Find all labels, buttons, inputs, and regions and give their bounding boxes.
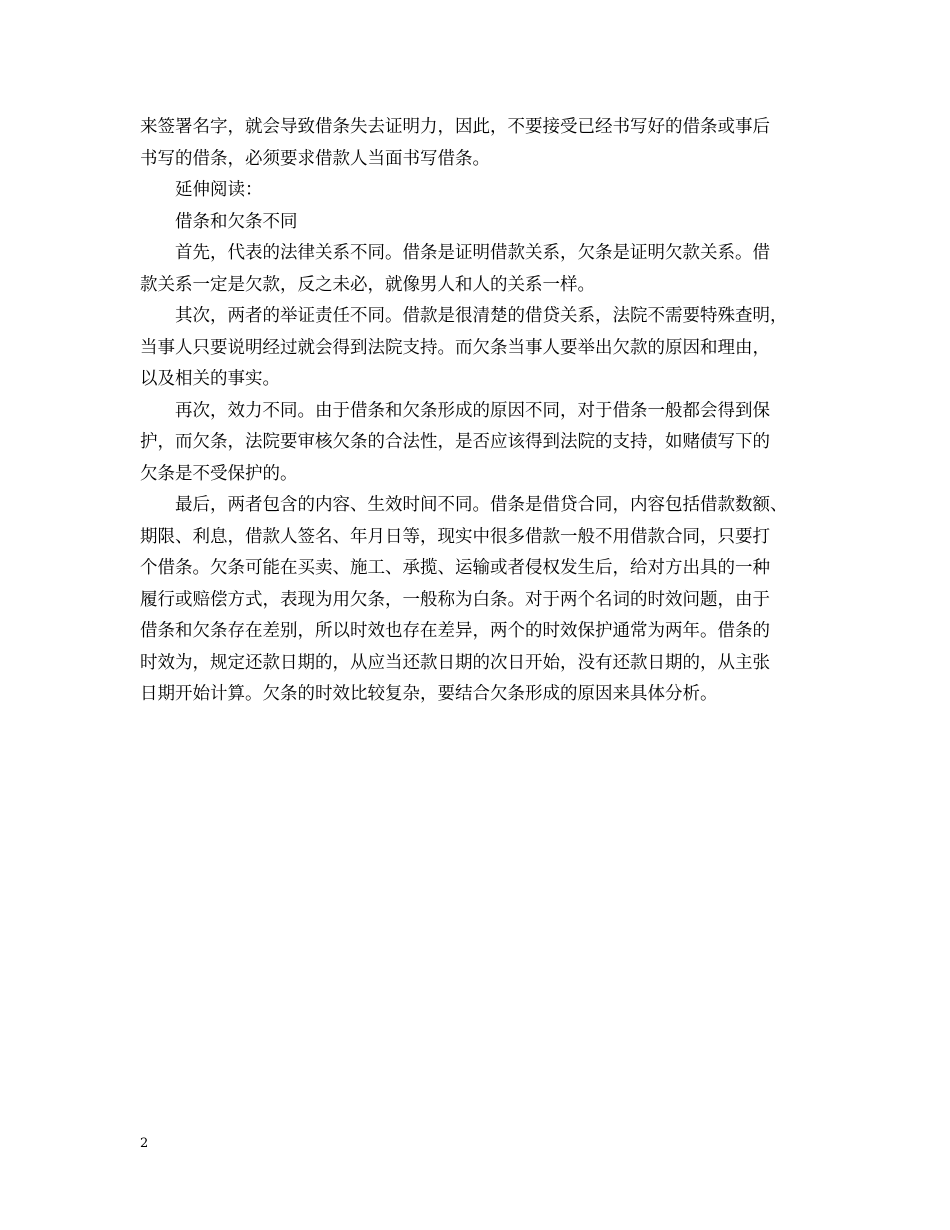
document-body bbox=[140, 112, 812, 711]
text-line: 借条和欠条存在差别，所以时效也存在差异，两个的时效保护通常为两年。借条的 bbox=[140, 621, 770, 641]
section-heading: 借条和欠条不同 bbox=[175, 211, 298, 232]
text-line: 来签署名字，就会导致借条失去证明力，因此，不要接受已经书写好的借条或事后 bbox=[140, 117, 770, 137]
text-line: 个借条。欠条可能在买卖、施工、承揽、运输或者侵权发生后，给对方出具的一种 bbox=[140, 558, 770, 578]
text-line: 以及相关的事实。 bbox=[140, 369, 280, 389]
text-line: 首先，代表的法律关系不同。借条是证明借款关系，欠条是证明欠款关系。借 bbox=[175, 243, 770, 263]
page-number: 2 bbox=[140, 1136, 149, 1151]
text-line: 当事人只要说明经过就会得到法院支持。而欠条当事人要举出欠款的原因和理由， bbox=[140, 337, 770, 358]
text-line: 履行或赔偿方式，表现为用欠条，一般称为白条。对于两个名词的时效问题，由于 bbox=[140, 589, 770, 610]
text-line: 欠条是不受保护的。 bbox=[140, 463, 298, 484]
text-line: 再次，效力不同。由于借条和欠条形成的原因不同，对于借条一般都会得到保 bbox=[175, 400, 770, 421]
text-line: 日期开始计算。欠条的时效比较复杂，要结合欠条形成的原因来具体分析。 bbox=[140, 684, 718, 704]
text-line: 期限、利息，借款人签名、年月日等，现实中很多借款一般不用借款合同，只要打 bbox=[140, 526, 770, 547]
text-line: 其次，两者的举证责任不同。借款是很清楚的借贷关系，法院不需要特殊查明， bbox=[175, 306, 788, 326]
section-label: 延伸阅读： bbox=[175, 180, 263, 200]
text-line: 书写的借条，必须要求借款人当面书写借条。 bbox=[140, 148, 490, 169]
text-line: 护，而欠条，法院要审核欠条的合法性，是否应该得到法院的支持，如赌债写下的 bbox=[140, 432, 770, 452]
text-line: 款关系一定是欠款，反之未必，就像男人和人的关系一样。 bbox=[140, 274, 595, 295]
text-line: 时效为，规定还款日期的，从应当还款日期的次日开始，没有还款日期的，从主张 bbox=[140, 652, 770, 673]
text-line: 最后，两者包含的内容、生效时间不同。借条是借贷合同，内容包括借款数额、 bbox=[175, 495, 788, 515]
